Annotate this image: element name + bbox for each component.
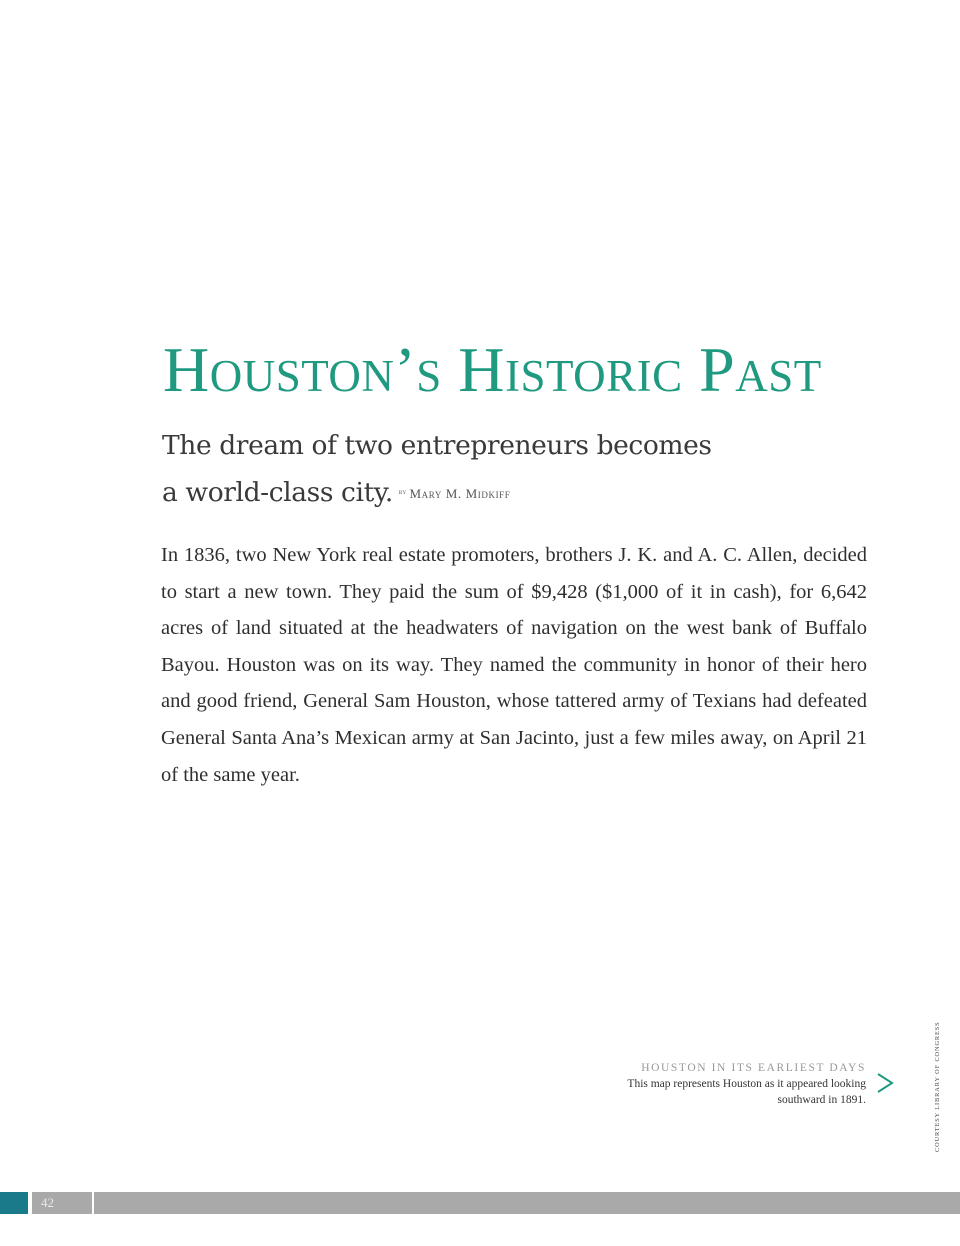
chevron-right-icon — [874, 1070, 896, 1096]
footer-bar — [0, 1192, 960, 1214]
article-subtitle — [162, 423, 712, 517]
byline — [399, 486, 510, 501]
subtitle-line-2: a world-class city. — [162, 477, 393, 508]
footer-rule — [94, 1192, 960, 1214]
caption-text-line-1: This map represents Houston as it appeared looking — [627, 1078, 866, 1090]
footer-accent — [0, 1192, 28, 1214]
article-body: In 1836, two New York real estate promoters, brothers J. K. and A. C. Allen, decided to start a new town. They paid the sum of $9,428 ($1,000 of it in cash), for 6,642 acres of land situated at the headwaters of navigation on the west bank of Buffalo Bayou. Houston was on its way. They named the community in honor of their hero and good friend, General Sam Houston, whose tattered army of Texians had defeated General Santa Ana’s Mexican army at San Jacinto, just a few miles away, on April 21 of the same year. — [161, 544, 867, 786]
caption-title: HOUSTON IN ITS EARLIEST DAYS — [641, 1062, 866, 1074]
byline-prefix: by — [398, 488, 407, 496]
page-number: 42 — [32, 1192, 92, 1214]
article-title: Houston’s Historic Past — [163, 334, 822, 405]
map-caption — [586, 1060, 866, 1108]
subtitle-line-1: The dream of two entrepreneurs becomes — [162, 430, 712, 461]
photo-credit: COURTESY LIBRARY OF CONGRESS — [934, 1021, 941, 1152]
byline-author: Mary M. Midkiff — [409, 486, 511, 501]
caption-text — [586, 1076, 866, 1108]
caption-text-line-2: southward in 1891. — [777, 1094, 866, 1106]
